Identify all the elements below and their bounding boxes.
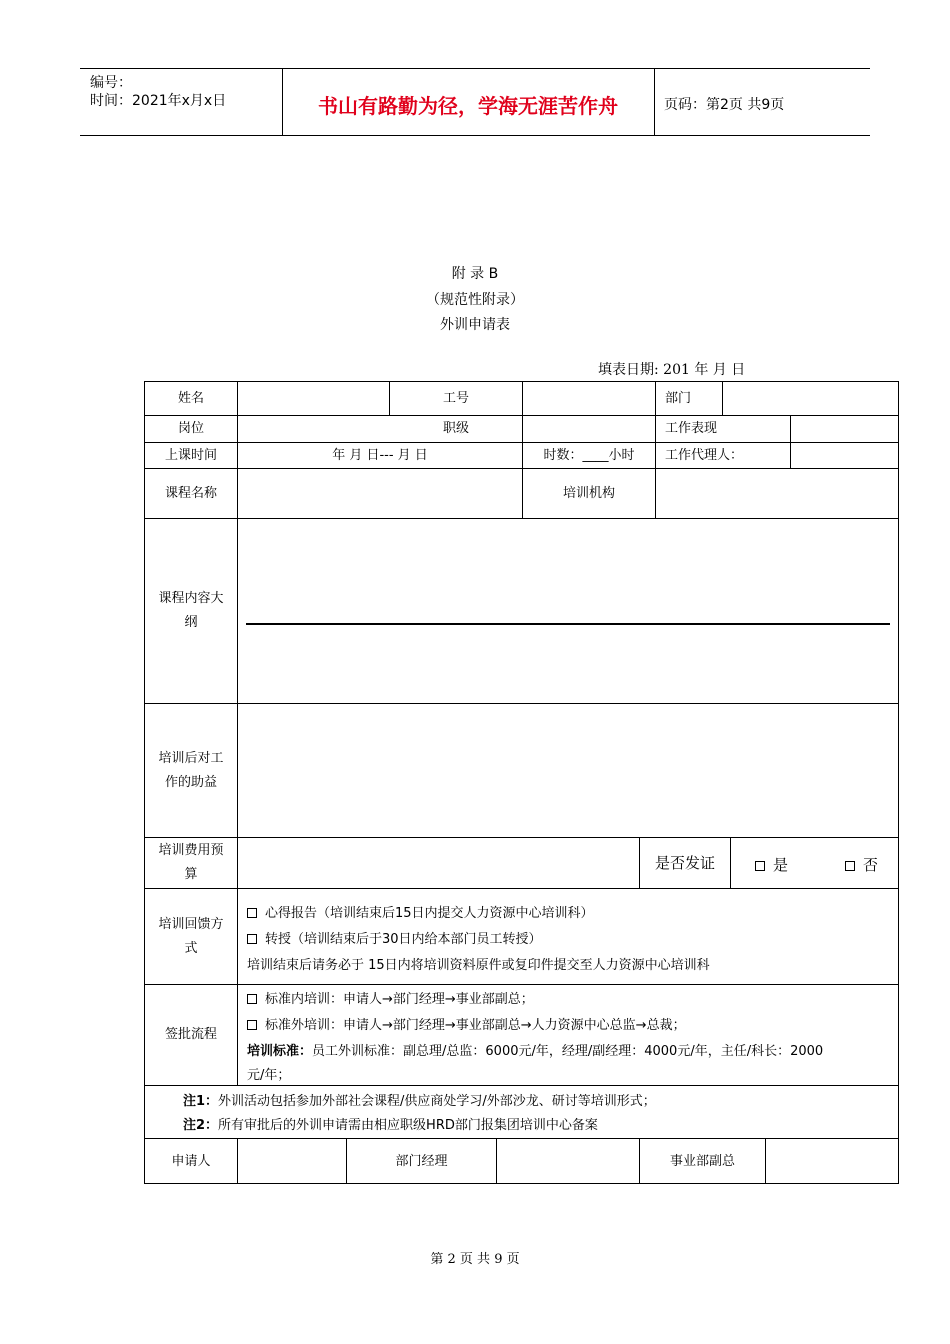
header-page-info: 页码：第2页 共9页 (664, 97, 785, 113)
form-title: 外训申请表 (440, 317, 510, 333)
appendix-title: 附 录 B (451, 266, 499, 282)
feedback-option-report[interactable]: 心得报告（培训结束后15日内提交人力资源中心培训科） (247, 902, 594, 921)
fill-date: 填表日期: 201 年 月 日 (598, 362, 746, 378)
input-employee-id[interactable] (523, 382, 655, 415)
input-training-benefit[interactable] (238, 704, 898, 837)
note-2: 注2：所有审批后的外训申请需由相应职级HRD部门报集团培训中心备案 (183, 1118, 598, 1133)
page-footer: 第 2 页 共 9 页 (430, 1252, 520, 1267)
label-certificate: 是否发证 (654, 854, 715, 872)
input-performance[interactable] (791, 416, 898, 442)
training-application-form (144, 381, 899, 1184)
label-class-time: 上课时间 (164, 447, 217, 463)
approval-option-nonstandard[interactable]: 标准外培训：申请人→部门经理→事业部副总→人力资源中心总监→总裁； (247, 1014, 686, 1033)
header-top-rule (80, 68, 870, 69)
label-employee-id: 工号 (442, 390, 469, 406)
approval-option-standard[interactable]: 标准内培训：申请人→部门经理→事业部副总； (247, 988, 534, 1007)
input-position[interactable] (238, 416, 389, 442)
label-name: 姓名 (177, 390, 204, 406)
input-dept-manager-signature[interactable] (497, 1139, 639, 1184)
input-course-outline[interactable] (238, 519, 898, 703)
feedback-note: 培训结束后请务必于 15日内将培训资料原件或复印件提交至人力资源中心培训科 (247, 958, 710, 973)
label-feedback: 培训回馈方 式 (158, 916, 224, 956)
normative-subtitle: （规范性附录） (426, 292, 524, 308)
input-budget[interactable] (238, 838, 639, 888)
checkbox-yes[interactable]: 是 (755, 854, 788, 875)
input-department[interactable] (723, 382, 898, 415)
label-deputy: 工作代理人： (665, 447, 744, 463)
input-deputy[interactable] (791, 443, 898, 468)
label-institution: 培训机构 (562, 485, 615, 501)
label-dept-manager: 部门经理 (395, 1153, 448, 1169)
label-rank: 职级 (442, 421, 469, 436)
label-position: 岗位 (177, 421, 204, 436)
header-motto: 书山有路勤为径，学海无涯苦作舟 (318, 94, 618, 118)
feedback-option-transfer[interactable]: 转授（培训结束后于30日内给本部门员工转授） (247, 928, 542, 947)
header-divider (654, 68, 655, 135)
input-applicant-signature[interactable] (238, 1139, 346, 1184)
input-bu-vp-signature[interactable] (766, 1139, 898, 1184)
header-bottom-rule (80, 135, 870, 136)
input-course-name[interactable] (238, 469, 522, 518)
label-budget: 培训费用预 算 (158, 843, 224, 882)
label-performance: 工作表现 (665, 421, 718, 436)
training-standard-cont: 元/年； (247, 1068, 291, 1083)
input-name[interactable] (238, 382, 389, 415)
header-number: 编号： (90, 75, 132, 91)
checkbox-no[interactable]: 否 (845, 854, 878, 875)
label-training-benefit: 培训后对工 作的助益 (158, 750, 224, 790)
input-hours[interactable]: 时数：____小时 (543, 447, 635, 463)
header-time: 时间：2021年x月x日 (90, 93, 227, 109)
input-institution[interactable] (656, 469, 898, 518)
input-class-time[interactable]: 年 月 日--- 月 日 (332, 447, 428, 463)
label-approval: 签批流程 (164, 1027, 217, 1042)
label-bu-vp: 事业部副总 (669, 1153, 735, 1169)
label-course-outline: 课程内容大 纲 (158, 591, 224, 630)
input-rank[interactable] (523, 416, 655, 442)
label-course-name: 课程名称 (164, 485, 217, 501)
note-1: 注1：外训活动包括参加外部社会课程/供应商处学习/外部沙龙、研讨等培训形式； (183, 1094, 656, 1109)
label-applicant: 申请人 (171, 1153, 211, 1169)
training-standard: 培训标准：员工外训标准：副总理/总监：6000元/年，经理/副经理：4000元/年，主任/科长：2000 (247, 1044, 824, 1059)
label-department: 部门 (665, 390, 692, 406)
